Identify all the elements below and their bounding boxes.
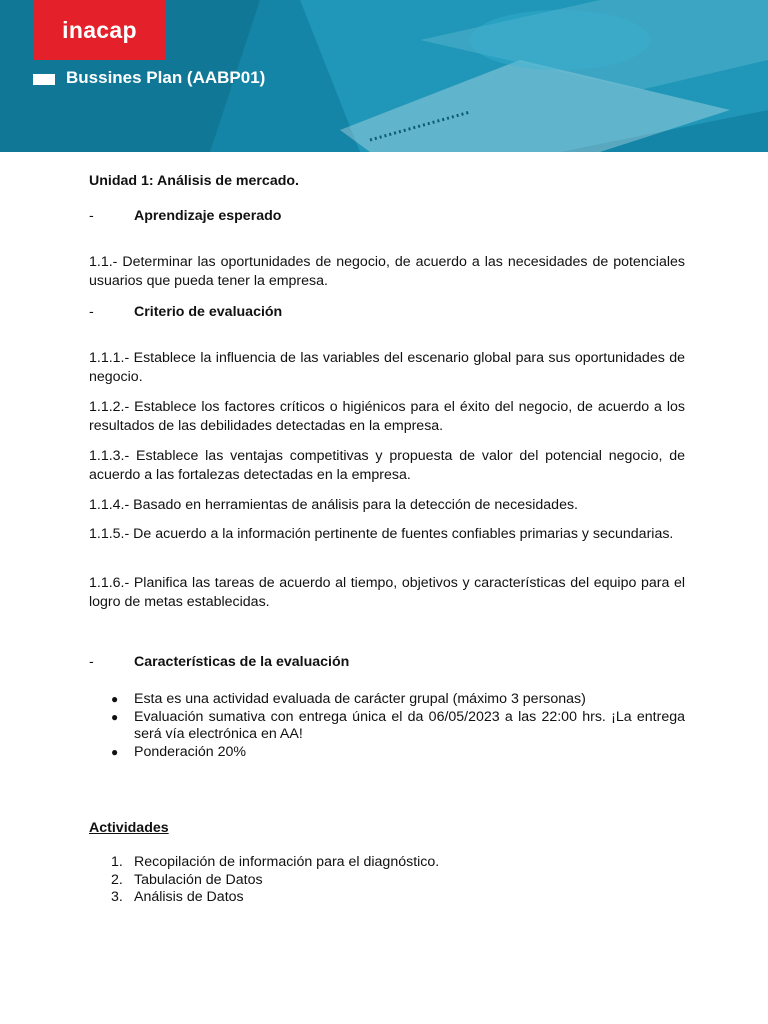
list-item-text: Recopilación de información para el diagnóstico. — [134, 854, 440, 870]
criterio-item: 1.1.3.- Establece las ventajas competitivas y propuesta de valor del potencial negocio, de acuerdo a las fortalezas detectadas en la empresa. — [89, 448, 685, 483]
dash-marker: - — [89, 208, 94, 224]
logo-text: inacap — [62, 16, 137, 43]
criterio-item: 1.1.5.- De acuerdo a la información pertinente de fuentes confiables primarias y secundarias. — [89, 526, 674, 542]
list-item — [89, 709, 685, 744]
list-item — [89, 744, 685, 762]
list-number: 2. — [111, 871, 123, 888]
actividades-list — [89, 854, 685, 907]
list-number: 1. — [111, 854, 123, 870]
list-item-text: Ponderación 20% — [134, 743, 247, 760]
section-heading: Aprendizaje esperado — [134, 208, 282, 224]
criterio-item: 1.1.1.- Establece la influencia de las variables del escenario global para sus oportunidades de negocio. — [89, 350, 685, 385]
actividades-title: Actividades — [89, 820, 169, 836]
criterio-item: 1.1.2.- Establece los factores críticos o higiénicos para el éxito del negocio, de acuerdo a los resultados de las debilidades detectadas en la empresa. — [89, 399, 685, 434]
list-item — [89, 872, 685, 890]
bullet-icon: ● — [111, 692, 119, 706]
list-item-text: Tabulación de Datos — [134, 871, 263, 888]
list-number: 3. — [111, 889, 123, 905]
list-item — [89, 691, 685, 709]
list-item — [89, 889, 685, 907]
unit-title: Unidad 1: Análisis de mercado. — [89, 173, 299, 189]
list-item-text: Análisis de Datos — [134, 889, 244, 905]
list-item-text: Evaluación sumativa con entrega única el da 06/05/2023 a las 22:00 hrs. ¡La entrega será vía electrónica en AA! — [134, 708, 685, 742]
section-heading: Características de la evaluación — [134, 654, 350, 670]
list-item-text: Esta es una actividad evaluada de carácter grupal (máximo 3 personas) — [134, 691, 586, 707]
title-marker — [33, 74, 55, 85]
caracteristicas-list — [89, 691, 685, 761]
criterio-item: 1.1.6.- Planifica las tareas de acuerdo al tiempo, objetivos y características del equipo para el logro de metas establecidas. — [89, 575, 685, 610]
dash-marker: - — [89, 304, 94, 320]
criterio-item: 1.1.4.- Basado en herramientas de análisis para la detección de necesidades. — [89, 497, 578, 513]
bullet-icon: ● — [111, 744, 119, 759]
course-title: Bussines Plan (AABP01) — [66, 68, 266, 87]
bullet-icon: ● — [111, 709, 119, 724]
aprendizaje-text: 1.1.- Determinar las oportunidades de negocio, de acuerdo a las necesidades de potenciales usuarios que pueda tener la empresa. — [89, 254, 685, 289]
header-banner — [0, 0, 768, 152]
section-heading: Criterio de evaluación — [134, 304, 283, 320]
list-item — [89, 854, 685, 872]
inacap-logo — [33, 0, 166, 60]
dash-marker: - — [89, 654, 94, 670]
